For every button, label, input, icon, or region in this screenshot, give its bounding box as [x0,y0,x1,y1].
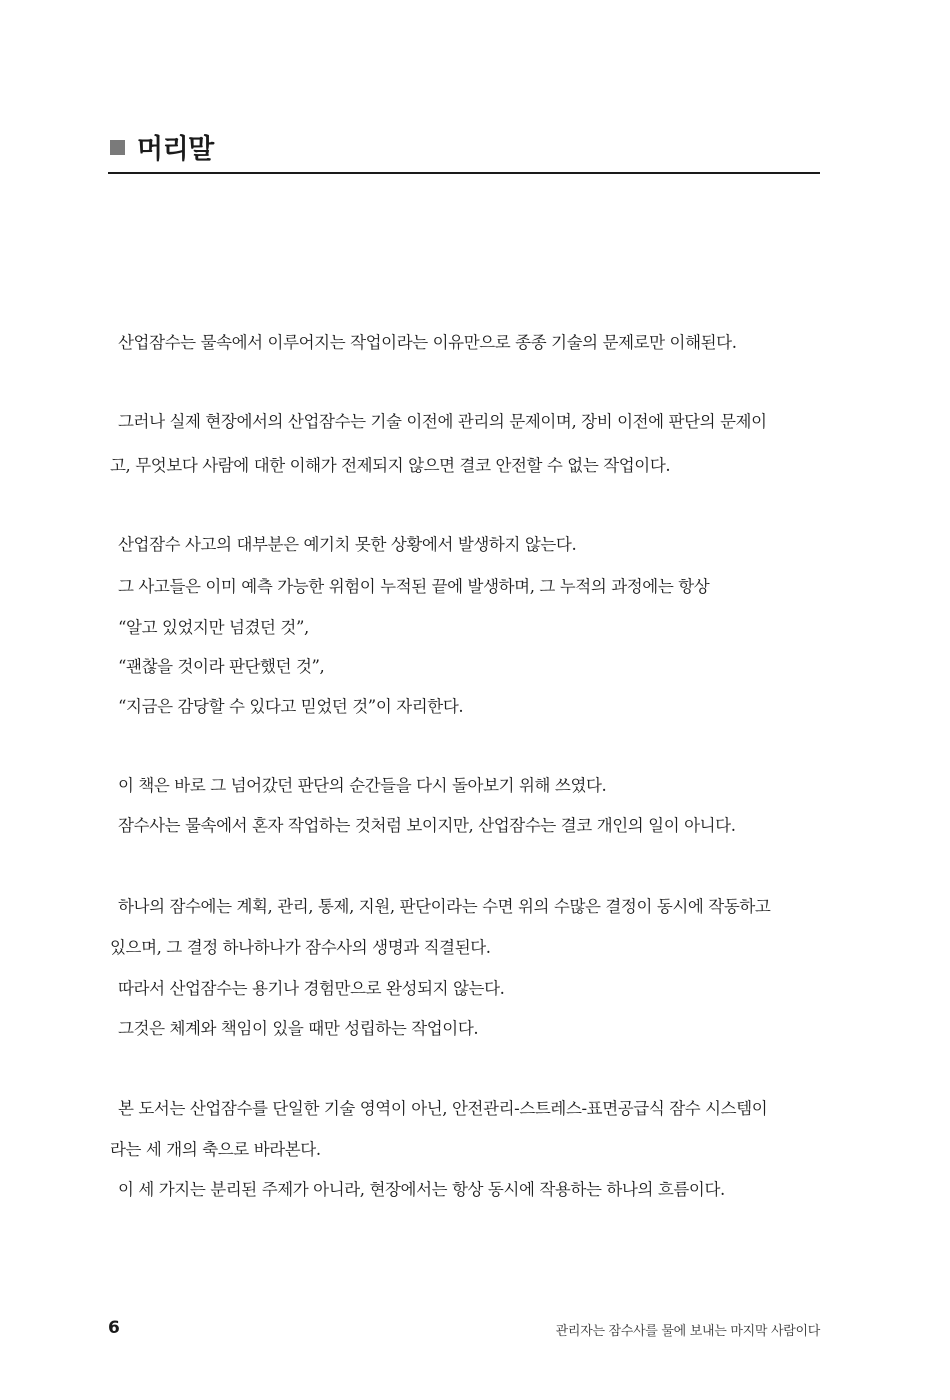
heading-divider [108,172,820,174]
text-line: 라는 세 개의 축으로 바라본다. [110,1140,321,1159]
text-line: 하나의 잠수에는 계획, 관리, 통제, 지원, 판단이라는 수면 위의 수많은 결정이 동시에 작동하고 [118,897,771,916]
text-line: 그것은 체계와 책임이 있을 때만 성립하는 작업이다. [118,1019,479,1038]
page-number: 6 [108,1318,120,1338]
section-heading [110,126,214,166]
text-line: 그러나 실제 현장에서의 산업잠수는 기술 이전에 관리의 문제이며, 장비 이전에 판단의 문제이 [118,412,767,431]
text-line: 이 책은 바로 그 넘어갔던 판단의 순간들을 다시 돌아보기 위해 쓰였다. [118,776,607,795]
text-line: “괜찮을 것이라 판단했던 것”, [118,657,325,676]
page-title: 머리말 [137,133,214,165]
running-footer-title: 관리자는 잠수사를 물에 보내는 마지막 사람이다 [555,1324,820,1339]
text-line: 있으며, 그 결정 하나하나가 잠수사의 생명과 직결된다. [110,938,491,957]
text-line: 산업잠수 사고의 대부분은 예기치 못한 상황에서 발생하지 않는다. [118,535,577,554]
text-line: 본 도서는 산업잠수를 단일한 기술 영역이 아닌, 안전관리-스트레스-표면공급식 잠수 시스템이 [118,1099,768,1118]
text-line: 고, 무엇보다 사람에 대한 이해가 전제되지 않으면 결코 안전할 수 없는 작업이다. [110,456,671,475]
text-line: 잠수사는 물속에서 혼자 작업하는 것처럼 보이지만, 산업잠수는 결코 개인의 일이 아니다. [118,816,736,835]
text-line: “지금은 감당할 수 있다고 믿었던 것”이 자리한다. [118,697,464,716]
square-bullet-icon [110,140,125,155]
text-line: 산업잠수는 물속에서 이루어지는 작업이라는 이유만으로 종종 기술의 문제로만 이해된다. [118,333,737,352]
text-line: 이 세 가지는 분리된 주제가 아니라, 현장에서는 항상 동시에 작용하는 하나의 흐름이다. [118,1180,725,1199]
text-line: 따라서 산업잠수는 용기나 경험만으로 완성되지 않는다. [118,979,505,998]
text-line: 그 사고들은 이미 예측 가능한 위험이 누적된 끝에 발생하며, 그 누적의 과정에는 항상 [118,577,710,596]
text-line: “알고 있었지만 넘겼던 것”, [118,618,309,637]
